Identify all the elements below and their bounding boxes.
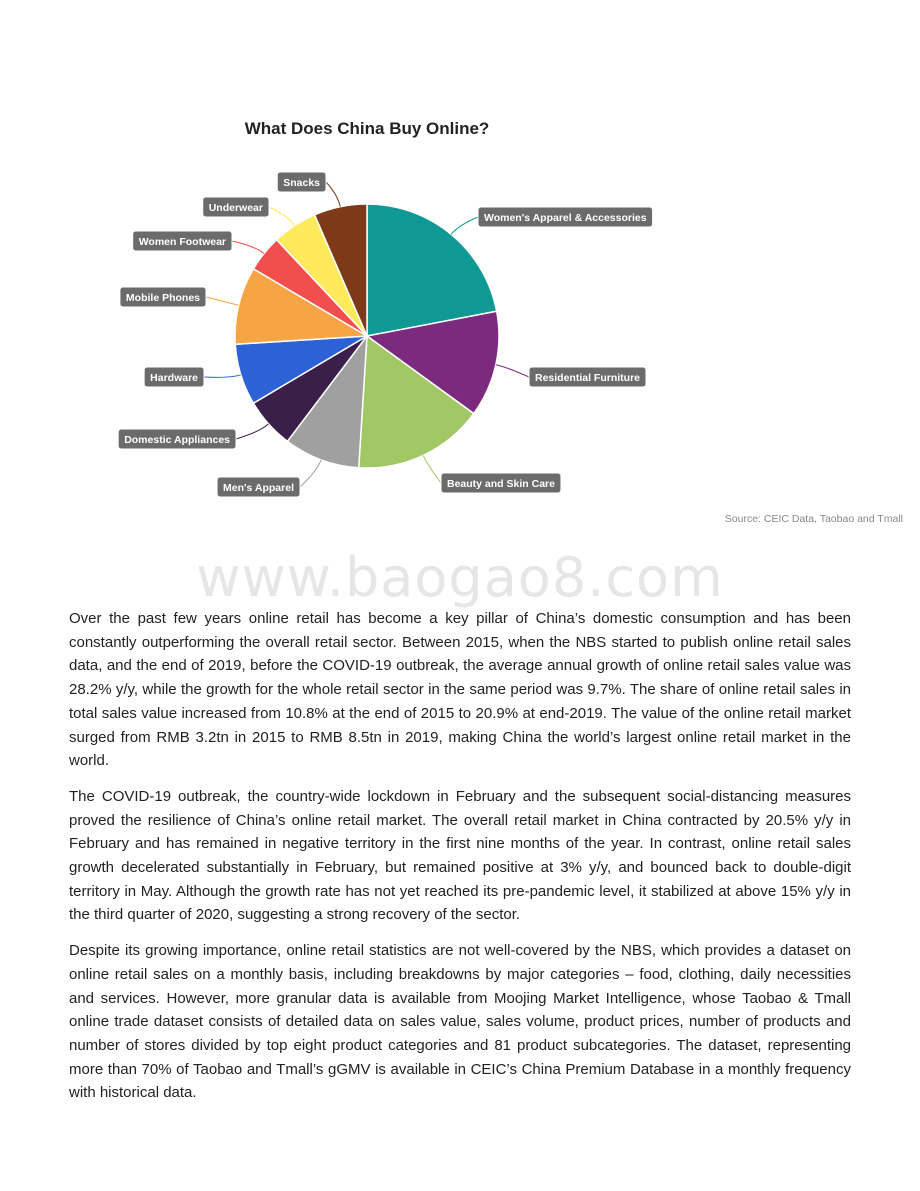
label-connector bbox=[269, 207, 295, 226]
label-connector bbox=[423, 455, 441, 483]
slice-label: Men's Apparel bbox=[223, 482, 294, 494]
label-connector bbox=[496, 365, 529, 377]
paragraph-3: Despite its growing importance, online retail statistics are not well-covered by the NBS, which provides a dataset on online retail sales on a monthly basis, including breakdowns by major categories – food, clothing, daily necessities and services. However, more granular data is available from Moojing Market Intelligence, whose Taobao & Tmall online trade dataset consists of detailed data on sales value, sales volume, product prices, number of products and number of stores divided by top eight product categories and 81 product subcategories. The dataset, representing more than 70% of Taobao and Tmall’s gGMV is available in CEIC’s China Premium Database in a monthly frequency with historical data. bbox=[69, 942, 851, 1102]
slice-label: Women Footwear bbox=[138, 236, 226, 248]
pie-chart bbox=[0, 0, 920, 530]
watermark: www.baogao8.com bbox=[196, 546, 724, 609]
label-connector bbox=[236, 424, 269, 439]
slice-label: Underwear bbox=[208, 202, 263, 214]
paragraph-2: The COVID-19 outbreak, the country-wide lockdown in February and the subsequent social-distancing measures proved the resilience of China’s online retail market. The overall retail market in China contracted by 20.5% y/y in February and has remained in negative territory in the first nine months of the year. In contrast, online retail sales growth decelerated substantially in February, but remained positive at 3% y/y, and bounced back to double-digit territory in May. Although the growth rate has not yet reached its pre-pandemic level, it stabilized at above 15% y/y in the third quarter of 2020, suggesting a strong recovery of the sector. bbox=[69, 787, 851, 924]
paragraph-1: Over the past few years online retail has become a key pillar of China’s domestic consumption and has been constantly outperforming the overall retail sector. Between 2015, when the NBS started to publish online retail sales data, and the end of 2019, before the COVID-19 outbreak, the average annual growth of online retail sales value was 28.2% y/y, while the growth for the whole retail sector in the same period was 9.7%. The share of online retail sales in total sales value increased from 10.8% at the end of 2015 to 20.9% at end-2019. The value of the online retail market surged from RMB 3.2tn in 2015 to RMB 8.5tn in 2019, making China the world’s largest online retail market in the world. bbox=[69, 610, 851, 770]
label-connector bbox=[204, 375, 241, 378]
label-connector bbox=[451, 217, 478, 234]
slice-label: Women's Apparel & Accessories bbox=[484, 212, 647, 224]
source-note: Source: CEIC Data, Taobao and Tmall bbox=[724, 513, 903, 525]
label-connector bbox=[300, 460, 321, 487]
chart-title: What Does China Buy Online? bbox=[244, 119, 490, 138]
slice-label: Hardware bbox=[150, 372, 198, 384]
slice-label: Beauty and Skin Care bbox=[447, 478, 555, 490]
article-body bbox=[69, 607, 851, 1117]
slice-label: Residential Furniture bbox=[535, 372, 641, 384]
label-connector bbox=[206, 297, 239, 305]
label-connector bbox=[326, 182, 340, 207]
slice-label: Snacks bbox=[283, 177, 320, 189]
slice-label: Domestic Appliances bbox=[124, 434, 230, 446]
slice-label: Mobile Phones bbox=[125, 292, 200, 304]
label-connector bbox=[232, 241, 264, 253]
